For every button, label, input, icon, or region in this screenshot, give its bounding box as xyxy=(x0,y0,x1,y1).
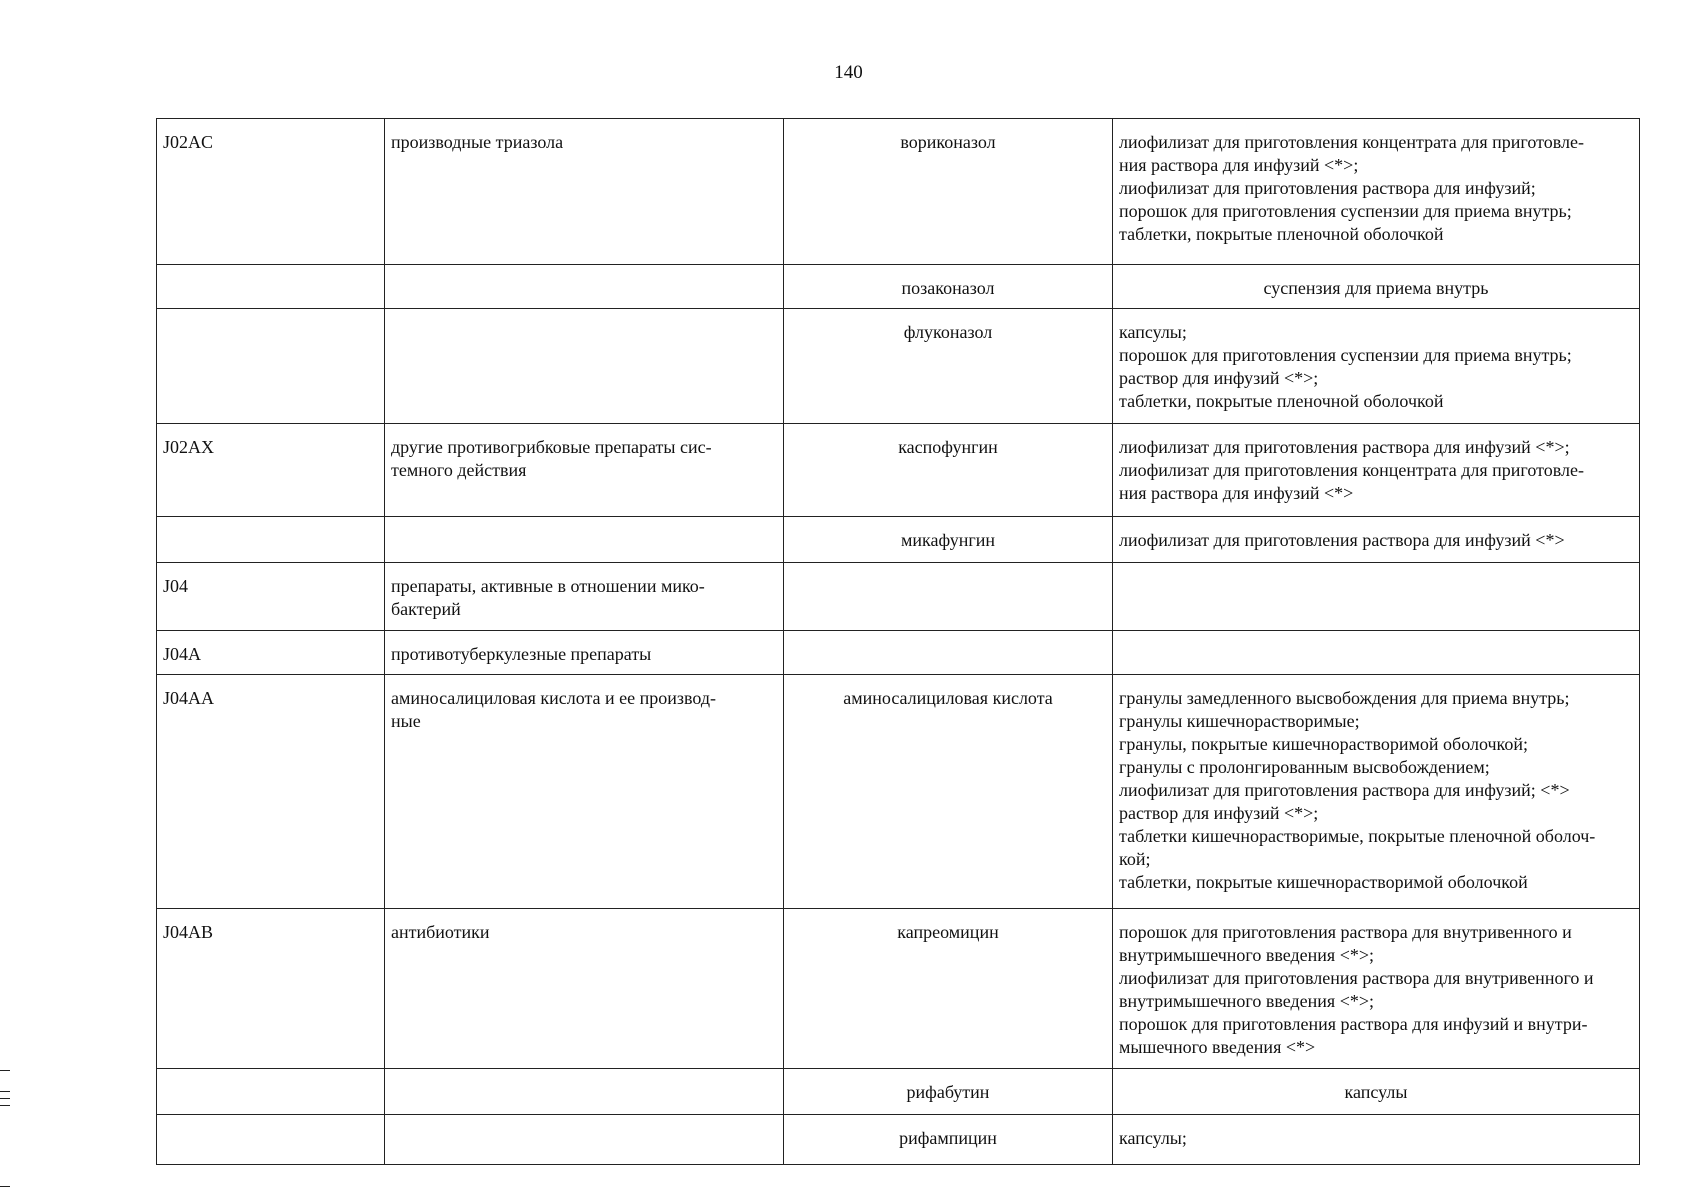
dosage-forms-cell xyxy=(1113,631,1640,675)
table-row xyxy=(157,675,1640,909)
margin-mark xyxy=(0,1186,10,1187)
dosage-forms-cell xyxy=(1113,563,1640,631)
group-name-cell: противотуберкулезные препараты xyxy=(385,631,784,675)
atc-code-cell: J04A xyxy=(157,631,385,675)
group-name-cell xyxy=(385,1069,784,1115)
group-name-cell: производные триазола xyxy=(385,119,784,265)
table-row xyxy=(157,265,1640,309)
table-row xyxy=(157,517,1640,563)
dosage-forms-cell: капсулы; xyxy=(1113,1115,1640,1165)
group-name-cell: аминосалициловая кислота и ее производ- ные xyxy=(385,675,784,909)
margin-mark xyxy=(0,1091,10,1092)
table-row xyxy=(157,563,1640,631)
dosage-forms-cell: капсулы xyxy=(1113,1069,1640,1115)
table-row xyxy=(157,424,1640,517)
table-row xyxy=(157,631,1640,675)
dosage-forms-cell: суспензия для приема внутрь xyxy=(1113,265,1640,309)
drug-name-cell: рифампицин xyxy=(784,1115,1113,1165)
table-row xyxy=(157,909,1640,1069)
drug-name-cell: позаконазол xyxy=(784,265,1113,309)
table-row xyxy=(157,309,1640,424)
atc-code-cell xyxy=(157,309,385,424)
group-name-cell xyxy=(385,517,784,563)
atc-code-cell xyxy=(157,265,385,309)
table-row xyxy=(157,119,1640,265)
atc-code-cell: J02AC xyxy=(157,119,385,265)
drug-table xyxy=(156,118,1640,1165)
page-number: 140 xyxy=(834,62,863,83)
atc-code-cell: J04 xyxy=(157,563,385,631)
dosage-forms-cell: гранулы замедленного высвобождения для приема внутрь; гранулы кишечнорастворимые; гранулы, покрытые кишечнорастворимой оболочкой; гранулы с пролонгированным высвобождением; лиофилизат для приготовления раствора для инфузий; <*> раствор для инфузий <*>; таблетки кишечнорастворимые, покрытые пленочной оболоч- кой; таблетки, покрытые кишечнорастворимой оболочкой xyxy=(1113,675,1640,909)
drug-name-cell xyxy=(784,563,1113,631)
dosage-forms-cell: капсулы; порошок для приготовления суспензии для приема внутрь; раствор для инфузий <*>; таблетки, покрытые пленочной оболочкой xyxy=(1113,309,1640,424)
drug-name-cell: рифабутин xyxy=(784,1069,1113,1115)
atc-code-cell: J02AX xyxy=(157,424,385,517)
group-name-cell: антибиотики xyxy=(385,909,784,1069)
dosage-forms-cell: порошок для приготовления раствора для внутривенного и внутримышечного введения <*>; лиофилизат для приготовления раствора для внутривенного и внутримышечного введения <*>; порошок для приготовления раствора для инфузий и внутри- мышечного введения <*> xyxy=(1113,909,1640,1069)
group-name-cell: препараты, активные в отношении мико- бактерий xyxy=(385,563,784,631)
dosage-forms-cell: лиофилизат для приготовления раствора для инфузий <*> xyxy=(1113,517,1640,563)
atc-code-cell: J04AA xyxy=(157,675,385,909)
dosage-forms-cell: лиофилизат для приготовления концентрата для приготовле- ния раствора для инфузий <*>; лиофилизат для приготовления раствора для инфузий; порошок для приготовления суспензии для приема внутрь; таблетки, покрытые пленочной оболочкой xyxy=(1113,119,1640,265)
table-row xyxy=(157,1069,1640,1115)
drug-name-cell: вориконазол xyxy=(784,119,1113,265)
atc-code-cell: J04AB xyxy=(157,909,385,1069)
drug-name-cell: флуконазол xyxy=(784,309,1113,424)
margin-mark xyxy=(0,1070,10,1071)
margin-mark xyxy=(0,1098,10,1099)
margin-mark xyxy=(0,1105,10,1106)
drug-name-cell xyxy=(784,631,1113,675)
drug-name-cell: каспофунгин xyxy=(784,424,1113,517)
drug-name-cell: аминосалициловая кислота xyxy=(784,675,1113,909)
drug-name-cell: капреомицин xyxy=(784,909,1113,1069)
group-name-cell xyxy=(385,265,784,309)
table-row xyxy=(157,1115,1640,1165)
dosage-forms-cell: лиофилизат для приготовления раствора для инфузий <*>; лиофилизат для приготовления концентрата для приготовле- ния раствора для инфузий <*> xyxy=(1113,424,1640,517)
atc-code-cell xyxy=(157,1069,385,1115)
drug-name-cell: микафунгин xyxy=(784,517,1113,563)
atc-code-cell xyxy=(157,517,385,563)
group-name-cell xyxy=(385,309,784,424)
group-name-cell: другие противогрибковые препараты сис- темного действия xyxy=(385,424,784,517)
group-name-cell xyxy=(385,1115,784,1165)
atc-code-cell xyxy=(157,1115,385,1165)
